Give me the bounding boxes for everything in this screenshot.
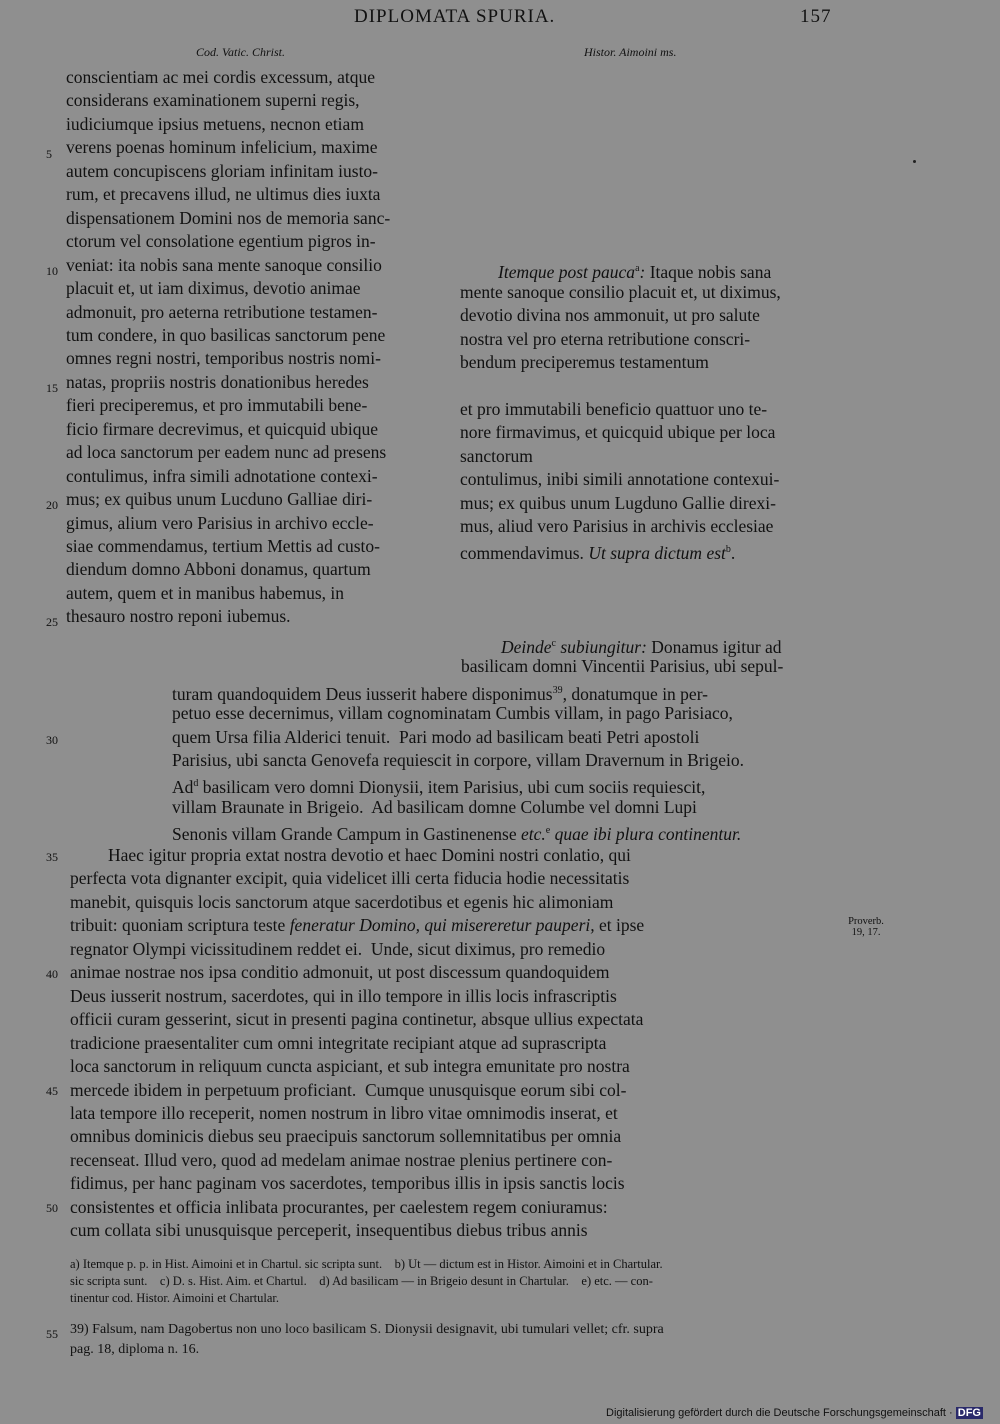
- left-column-line: dispensationem Domini nos de memoria sanc-: [66, 207, 391, 228]
- main-text-line: lata tempore illo receperit, nomen nostrum in libro vitae omnimodis inserat, et: [70, 1102, 618, 1123]
- dfg-footer[interactable]: Digitalisierung gefördert durch die Deutsche Forschungsgemeinschaft · DFG: [606, 1407, 981, 1419]
- left-column-line: ficio firmare decrevimus, et quicquid ubique: [66, 418, 378, 439]
- subiungitur-word: subiungitur:: [556, 636, 647, 657]
- main-text-line: animae nostrae nos ipsa conditio admonuit, ut post discessum quandoquidem: [70, 962, 610, 983]
- left-column-line: mus; ex quibus unum Lucduno Galliae diri-: [66, 489, 373, 510]
- left-column-line: autem concupiscens gloriam infinitam iusto-: [66, 160, 379, 181]
- period: .: [730, 542, 736, 563]
- right-column-line: devotio divina nos ammonuit, ut pro salute: [460, 305, 760, 326]
- left-column-line: diendum domno Abboni donamus, quartum: [66, 559, 371, 580]
- left-column-line: veniat: ita nobis sana mente sanoque consilio: [66, 254, 382, 275]
- main-text-segment: et ipse: [594, 915, 645, 936]
- line-number: 50: [46, 1201, 58, 1215]
- footnote-ref-39: 39: [552, 685, 563, 696]
- deinde-line-4: petuo esse decernimus, villam cognominatam Cumbis villam, in pago Parisiaco,: [172, 703, 733, 723]
- deinde-line-9: [172, 819, 741, 846]
- speck-mark: [913, 160, 916, 163]
- main-text-line: Deus iusserit nostrum, sacerdotes, qui in illo tempore in illis locis infrascriptis: [70, 985, 617, 1006]
- line-number: 35: [46, 850, 58, 864]
- line-number: 30: [46, 733, 58, 747]
- left-column-line: autem, quem et in manibus habemus, in: [66, 582, 345, 603]
- left-column-line: omnes regni nostri, temporibus nostris nomi-: [66, 348, 381, 369]
- left-column-line: rum, et precavens illud, ne ultimus dies iuxta: [66, 184, 381, 205]
- footnote-mark-c: c: [551, 638, 556, 649]
- right-column-line: bendum preciperemus testamentum: [460, 352, 709, 373]
- left-column-line: tum condere, in quo basilicas sanctorum pene: [66, 324, 386, 345]
- footnote-mark-b: b: [725, 544, 731, 555]
- marginal-note-line-1: Proverb.: [848, 916, 884, 927]
- line-number: 20: [46, 498, 58, 512]
- left-column-line: contulimus, infra simili adnotatione contexi-: [66, 465, 378, 486]
- deinde-text-3b: , donatumque in per-: [562, 683, 709, 704]
- deinde-line-6: Parisius, ubi sancta Genovefa requiescit in corpore, villam Dravernum in Brigeio.: [172, 750, 744, 770]
- deinde-line-8: villam Braunate in Brigeio. Ad basilicam domne Columbe vel domni Lupi: [172, 797, 697, 817]
- main-text-line: regnator Olympi vicissitudinem reddet ei. Unde, sicut diximus, pro remedio: [70, 938, 606, 959]
- quae-ibi-text: quae ibi plura continentur.: [550, 823, 742, 844]
- line-number: 15: [46, 381, 58, 395]
- running-title: DIPLOMATA SPURIA.: [354, 6, 556, 27]
- right-column-last-line: [460, 538, 735, 565]
- page-number: 157: [800, 6, 832, 27]
- main-text-line: officii curam gesserint, sicut in presenti pagina continetur, absque ullius expectata: [70, 1009, 644, 1030]
- deinde-line-5: quem Ursa filia Alderici tenuit. Pari modo ad basilicam beati Petri apostoli: [172, 727, 700, 747]
- main-text-line: loca sanctorum in reliquum cuncta aspiciant, et sub integra emunitate pro nostra: [70, 1056, 630, 1077]
- footnote-line-1: a) Itemque p. p. in Hist. Aimoini et in Chartul. sic scripta sunt. b) Ut — dictum est in Histor. Aimoini et in Chartular.: [70, 1257, 663, 1271]
- marginal-note-line-2: 19, 17.: [851, 927, 881, 938]
- line-number: 5: [46, 147, 52, 161]
- main-text-line: mercede ibidem in perpetuum proficiant. Cumque unusquisque eorum sibi col-: [70, 1079, 627, 1100]
- right-column-line: et pro immutabili beneficio quattuor uno te-: [460, 399, 768, 419]
- deinde-text-3: turam quandoquidem Deus iusserit habere disponimus: [172, 683, 553, 704]
- line-number: 10: [46, 264, 58, 278]
- right-column-line: contulimus, inibi simili annotatione contexui-: [460, 469, 780, 490]
- left-column-line: siae commendamus, tertium Mettis ad custo-: [66, 536, 380, 556]
- footnote-mark-e: e: [545, 825, 551, 836]
- left-column-line: admonuit, pro aeterna retributione testamen-: [66, 301, 378, 322]
- etc-word: etc.: [516, 823, 546, 844]
- left-column-line: thesauro nostro reponi iubemus.: [66, 606, 291, 627]
- left-column-line: ad loca sanctorum per eadem nunc ad presens: [66, 442, 387, 463]
- footer-text: Digitalisierung gefördert durch die Deutsche Forschungsgemeinschaft: [606, 1407, 946, 1419]
- right-column-line: sanctorum: [460, 445, 533, 466]
- ad-word: Ad: [172, 776, 194, 797]
- main-text-line: fidimus, per hanc paginam vos sacerdotes, temporibus illis in ipsis sanctis locis: [70, 1173, 625, 1194]
- deinde-text-7: basilicam vero domni Dionysii, item Parisius, ubi cum sociis requiescit,: [202, 776, 706, 797]
- line-number: 25: [46, 615, 58, 629]
- footnote-line-2: sic scripta sunt. c) D. s. Hist. Aim. et Chartul. d) Ad basilicam — in Brigeio desunt in Chartular. e) etc. — con-: [70, 1274, 653, 1288]
- main-text-line: [70, 914, 644, 937]
- left-column-line: natas, propriis nostris donationibus heredes: [66, 371, 369, 392]
- footnote-line-3: tinentur cod. Histor. Aimoini et Chartular.: [70, 1291, 280, 1305]
- right-column-line: mus, aliud vero Parisius in archivis ecclesiae: [460, 516, 774, 536]
- footnote-mark-a: a: [635, 263, 640, 274]
- deinde-line-2: basilicam domni Vincentii Parisius, ubi sepul-: [461, 656, 784, 676]
- marginal-note: [840, 916, 892, 938]
- right-column-line: mus; ex quibus unum Lugduno Gallie direxi-: [460, 492, 776, 513]
- ut-supra-text: Ut supra dictum est: [588, 542, 726, 563]
- right-column-line: nore firmavimus, et quicquid ubique per loca: [460, 422, 776, 443]
- main-text-line: cum collata sibi unusquisque perceperit, insequentibus diebus tribus annis: [70, 1220, 588, 1241]
- main-text-line: tradicione praesentaliter cum omni integritate recipiant atque ad suprascripta: [70, 1032, 607, 1053]
- note-39-line-1: 39) Falsum, nam Dagobertus non uno loco basilicam S. Dionysii designavit, ubi tumulari vellet; cfr. supra: [70, 1322, 664, 1337]
- main-text-segment: tribuit: quoniam scriptura teste: [70, 915, 290, 936]
- left-column-line: placuit et, ut iam diximus, devotio animae: [66, 278, 361, 299]
- itemque-intro: Itemque post pauca: [498, 261, 636, 282]
- left-column-heading: Cod. Vatic. Christ.: [196, 45, 286, 59]
- right-first-text: Itaque nobis sana: [645, 261, 772, 282]
- itemque-colon: :: [639, 261, 646, 282]
- main-text-line: recenseat. Illud vero, quod ad medelam animae nostrae plenius pertinere con-: [70, 1149, 613, 1170]
- left-column-line: considerans examinationem superni regis,: [66, 90, 360, 111]
- main-text-line: Haec igitur propria extat nostra devotio et haec Domini nostri conlatio, qui: [108, 845, 631, 865]
- left-column-line: gimus, alium vero Parisius in archivo eccle-: [66, 512, 374, 533]
- footnote-mark-d: d: [193, 778, 199, 789]
- main-text-line: manebit, quisquis locis sanctorum atque sacerdotibus et egenis hic alimoniam: [70, 891, 614, 912]
- commendavimus-text: commendavimus.: [460, 542, 589, 563]
- main-text-line: omnibus dominicis diebus seu praecipuis sanctorum sollemnitatibus per omnia: [70, 1126, 622, 1147]
- line-number: 40: [46, 967, 58, 981]
- scripture-quote: feneratur Domino, qui misereretur pauperi,: [289, 915, 595, 936]
- left-column-line: conscientiam ac mei cordis excessum, atque: [66, 67, 376, 87]
- donamus-text: Donamus igitur ad: [646, 636, 782, 657]
- left-column-line: verens poenas hominum infelicium, maxime: [66, 137, 378, 158]
- deinde-text-9: Senonis villam Grande Campum in Gastinenense: [172, 823, 517, 844]
- left-column-line: ctorum vel consolatione egentium pigros in-: [66, 231, 376, 252]
- line-number: 55: [46, 1327, 58, 1341]
- deinde-word: Deinde: [501, 636, 552, 657]
- note-39-line-2: pag. 18, diploma n. 16.: [70, 1342, 200, 1357]
- main-text-line: perfecta vota dignanter excipit, quia videlicet illi certa fiducia hodie necessitatis: [70, 868, 630, 889]
- right-column-line: nostra vel pro eterna retributione conscri-: [460, 328, 751, 349]
- right-column-line: mente sanoque consilio placuit et, ut diximus,: [460, 282, 781, 302]
- left-column-line: iudiciumque ipsius metuens, necnon etiam: [66, 113, 364, 134]
- right-column-heading: Histor. Aimoini ms.: [584, 45, 677, 59]
- line-number: 45: [46, 1084, 58, 1098]
- main-text-line: consistentes et officia inlibata procurantes, per caelestem regem coniuramus:: [70, 1196, 608, 1217]
- left-column-line: fieri preciperemus, et pro immutabili bene-: [66, 395, 368, 416]
- dfg-logo: DFG: [957, 1407, 981, 1419]
